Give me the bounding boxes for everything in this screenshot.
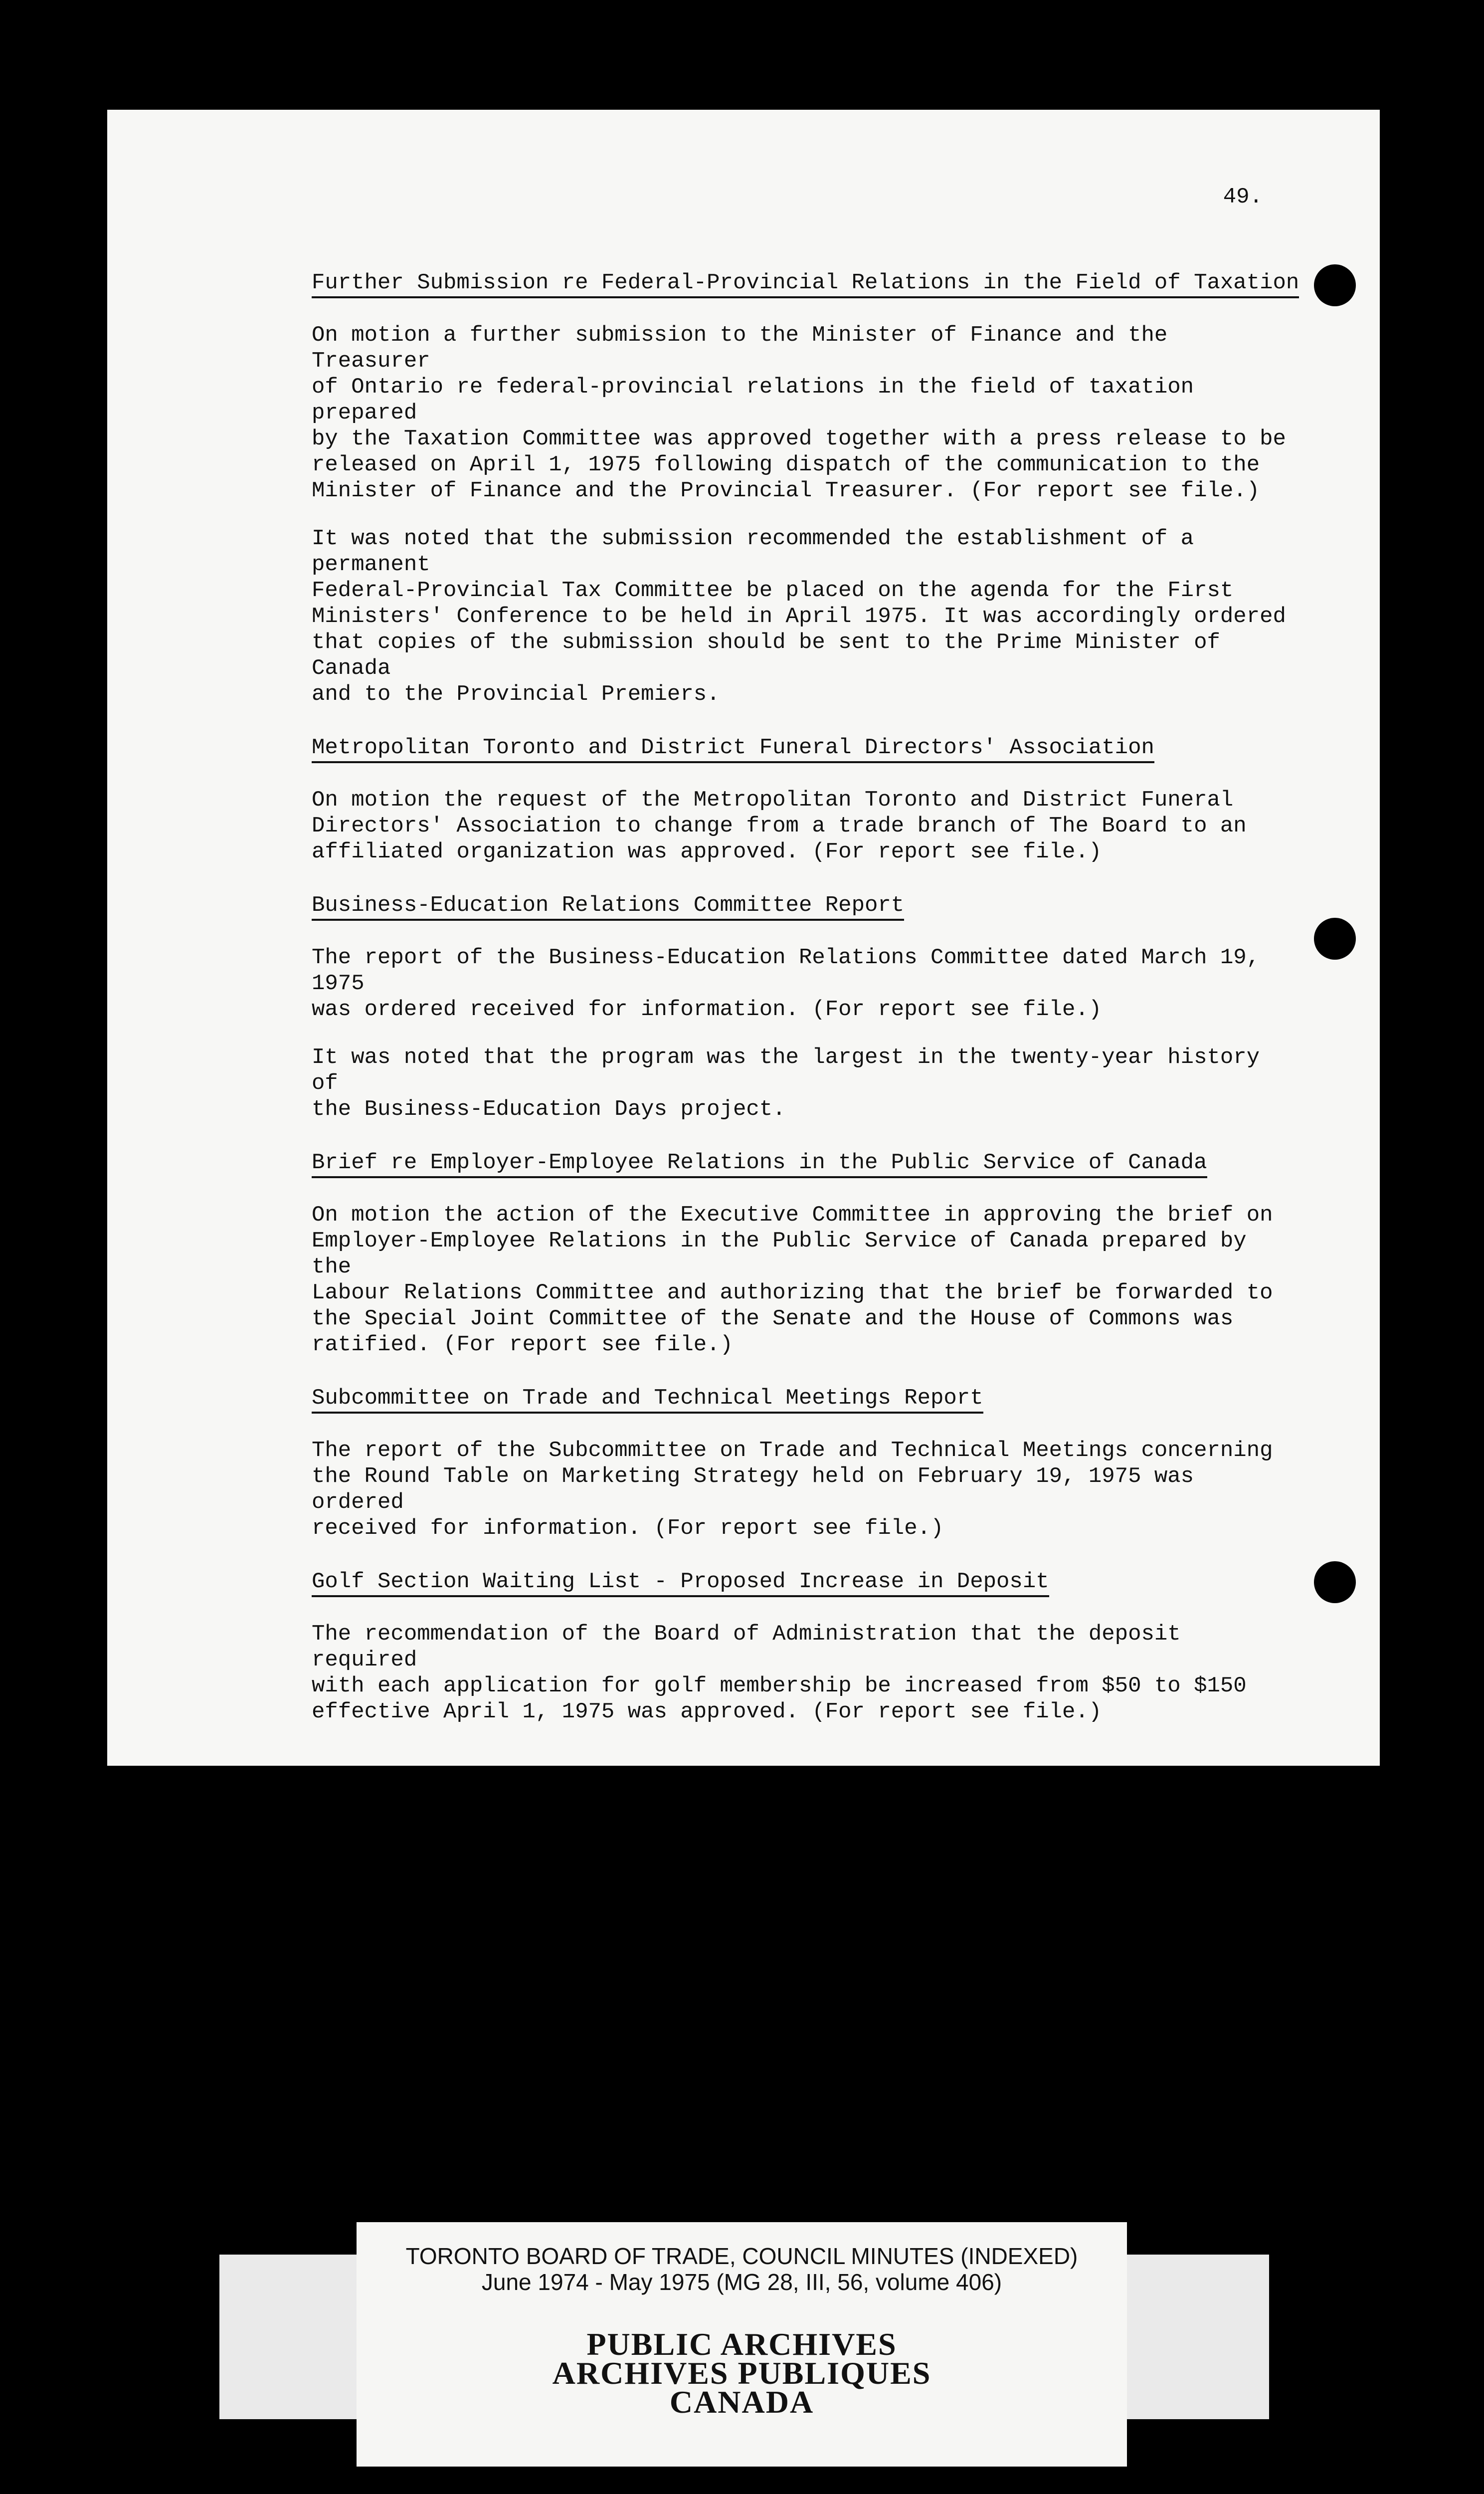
minutes-content (312, 269, 1299, 1752)
section-paragraph: The recommendation of the Board of Administration that the deposit required with each application for golf membership be increased from $50 to $150 effective April 1, 1975 was approved. (For report see file.) (312, 1622, 1247, 1724)
archive-label-title: TORONTO BOARD OF TRADE, COUNCIL MINUTES (INDEXED) (405, 2243, 1078, 2269)
page-number: 49. (1223, 185, 1263, 209)
section-business-education (312, 892, 1289, 1122)
section-paragraph: The report of the Business-Education Relations Committee dated March 19, 1975 was ordered received for information. (For report see file.) (312, 945, 1260, 1022)
archives-stamp-line: PUBLIC ARCHIVES (586, 2326, 897, 2362)
label-tab-left (219, 2255, 359, 2419)
archive-label-reference: June 1974 - May 1975 (MG 28, III, 56, volume 406) (481, 2269, 1002, 2295)
section-paragraph: The report of the Subcommittee on Trade and Technical Meetings concerning the Round Table on Marketing Strategy held on February 19, 1975 was ordered received for information. (For report see file.) (312, 1438, 1273, 1541)
section-golf (312, 1568, 1289, 1725)
punch-hole (1314, 264, 1356, 306)
archive-label (357, 2222, 1127, 2467)
archives-stamp-line: ARCHIVES PUBLIQUES (552, 2355, 931, 2391)
section-heading: Subcommittee on Trade and Technical Meetings Report (312, 1385, 983, 1414)
punch-hole (1314, 918, 1356, 960)
section-paragraph: On motion the action of the Executive Committee in approving the brief on Employer-Employee Relations in the Public Service of Canada prepared by the Labour Relations Committee and authorizing that the brief be forwarded to the Special Joint Committee of the Senate and the House of Commons was ratified. (For report see file.) (312, 1203, 1273, 1357)
section-taxation (312, 269, 1299, 707)
punch-hole (1314, 1561, 1356, 1603)
section-paragraph: On motion a further submission to the Minister of Finance and the Treasurer of Ontario re federal-provincial relations in the field of taxation prepared by the Taxation Committee was approved together with a press release to be released on April 1, 1975 following dispatch of the communication to the Minister of Finance and the Provincial Treasurer. (For report see file.) (312, 323, 1286, 503)
section-paragraph: On motion the request of the Metropolitan Toronto and District Funeral Directors' Association to change from a trade branch of The Board to an affiliated organization was approved. (For report see file.) (312, 788, 1247, 864)
section-heading: Golf Section Waiting List - Proposed Increase in Deposit (312, 1568, 1049, 1597)
archives-stamp-line: CANADA (669, 2384, 814, 2420)
document-page (107, 110, 1380, 1766)
label-tab-right (1119, 2255, 1269, 2419)
section-employer-employee (312, 1149, 1289, 1358)
section-paragraph: It was noted that the program was the largest in the twenty-year history of the Business-Education Days project. (312, 1045, 1260, 1122)
section-heading: Further Submission re Federal-Provincial Relations in the Field of Taxation (312, 269, 1299, 298)
section-trade-technical (312, 1385, 1289, 1541)
section-heading: Brief re Employer-Employee Relations in the Public Service of Canada (312, 1149, 1207, 1178)
section-paragraph: It was noted that the submission recommended the establishment of a permanent Federal-Provincial Tax Committee be placed on the agenda for the First Ministers' Conference to be held in April 1975. It was accordingly ordered that copies of the submission should be sent to the Prime Minister of Canada and to the Provincial Premiers. (312, 526, 1286, 707)
archives-stamp (357, 2326, 1127, 2420)
section-heading: Business-Education Relations Committee Report (312, 892, 904, 921)
section-funeral-directors (312, 734, 1289, 865)
section-heading: Metropolitan Toronto and District Funeral Directors' Association (312, 734, 1154, 763)
